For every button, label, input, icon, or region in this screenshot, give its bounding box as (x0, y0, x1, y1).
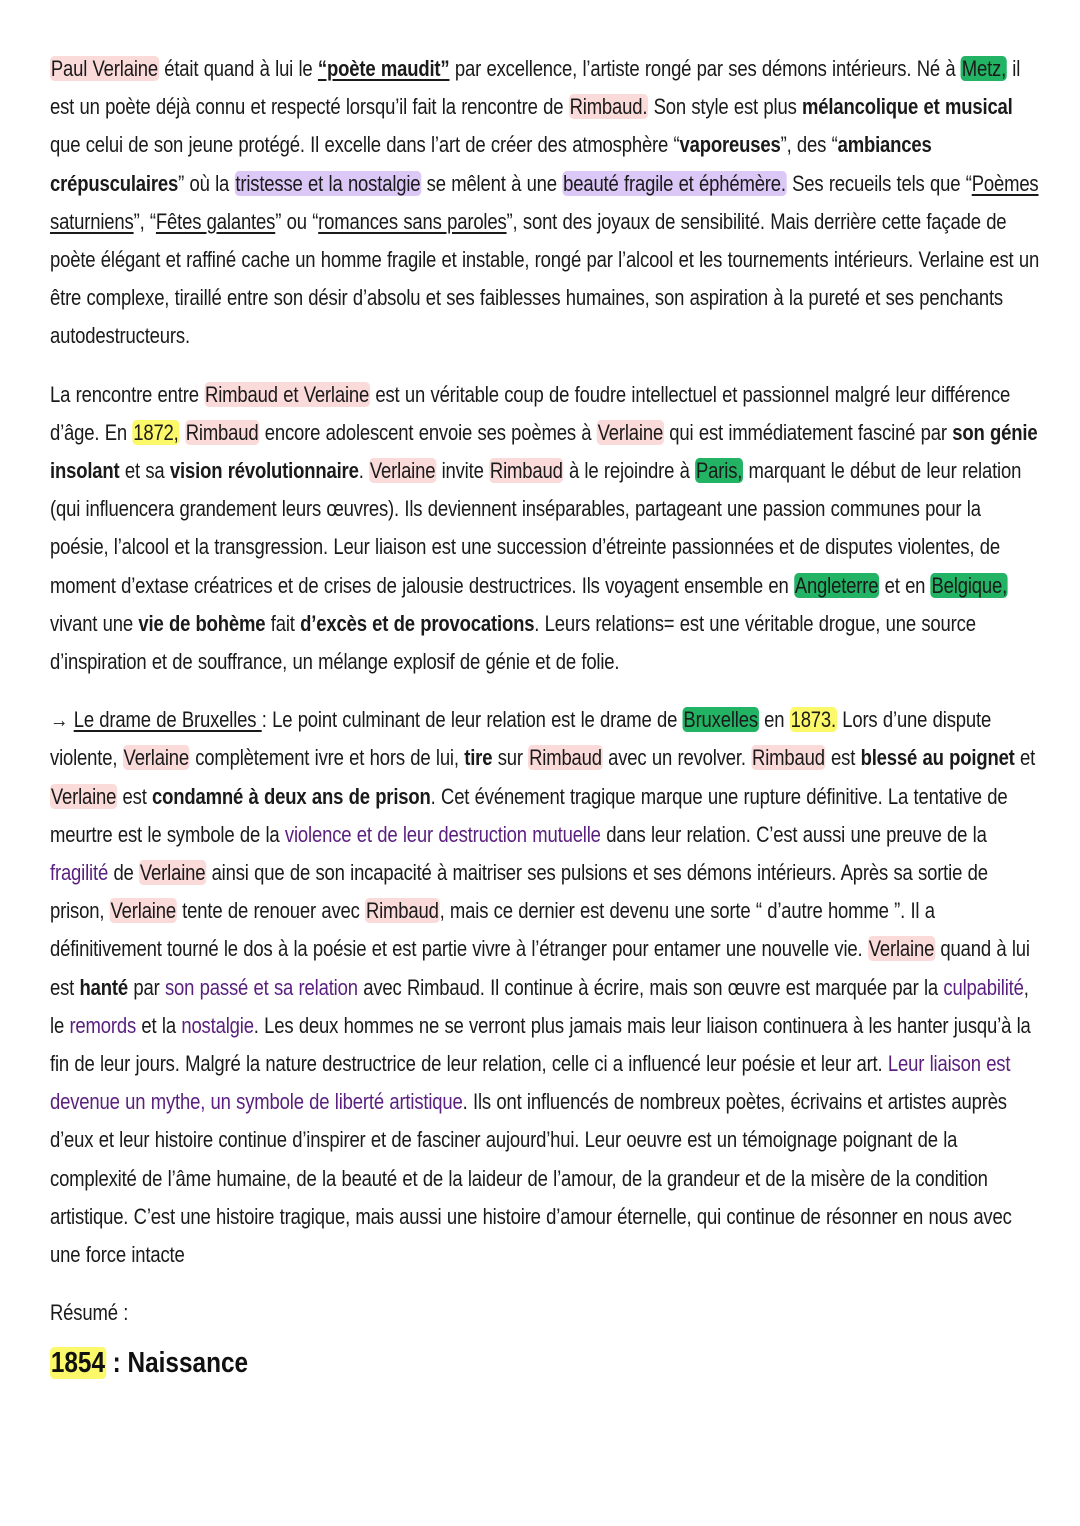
place-highlight: Metz, (961, 56, 1007, 81)
person-highlight: Verlaine (597, 419, 664, 445)
text-run: . (358, 458, 370, 484)
bold-text: son génie insolant (50, 419, 1038, 484)
date-highlight: 1873. (790, 707, 837, 733)
summary-separator: : (105, 1346, 128, 1379)
text-run: vivant une (50, 610, 139, 636)
person-highlight: Rimbaud (185, 419, 259, 445)
person-highlight: Verlaine (110, 898, 176, 924)
date-highlight: 1872, (133, 419, 179, 445)
text-run: de (108, 860, 140, 886)
text-run (179, 420, 184, 445)
person-highlight: Verlaine (50, 783, 117, 809)
place-highlight: Belgique, (931, 572, 1008, 598)
text-run: ainsi que de son incapacité à maitriser ses pulsions et ses démons intérieurs. Après sa sortie de prison, (50, 860, 988, 924)
bold-text: d’excès et de provocations (300, 610, 535, 636)
paragraph-drame-bruxelles (50, 701, 1040, 1274)
purple-text: remords (69, 1012, 137, 1038)
purple-text: nostalgie (181, 1012, 254, 1038)
bold-text: blessé au poignet (860, 745, 1015, 771)
text-run: sur (492, 745, 529, 771)
text-run: invite (436, 458, 490, 484)
bold-text: vie de bohème (138, 610, 266, 636)
text-run: . Cet événement tragique marque une rupture définitive. La tentative de meurtre est le symbole de la (50, 783, 1008, 847)
person-highlight: Rimbaud (529, 745, 602, 771)
purple-text: fragilité (50, 860, 109, 886)
text-run: qui est immédiatement fasciné par (663, 419, 953, 445)
text-run: par (128, 974, 165, 1000)
purple-text: violence et de leur destruction mutuelle (284, 821, 601, 847)
text-run: : Le point culminant de leur relation est le drame de (261, 707, 683, 733)
bold-text: condamné à deux ans de prison (152, 783, 431, 809)
text-run: que celui de son jeune protégé. Il excelle dans l’art de créer des atmosphère “ (50, 132, 680, 158)
person-highlight: Paul Verlaine (50, 56, 158, 81)
text-run: → (50, 707, 74, 733)
person-highlight: Verlaine (139, 860, 206, 886)
bold-text: mélancolique et musical (802, 94, 1013, 120)
person-highlight: Rimbaud (752, 745, 825, 771)
text-run: La rencontre entre (50, 381, 205, 407)
text-run: se mêlent à une (421, 170, 563, 196)
text-run: est un véritable coup de foudre intellectuel et passionnel malgré leur différence d’âge. En (50, 381, 1011, 445)
person-highlight: Rimbaud (365, 898, 439, 924)
place-highlight: Bruxelles (683, 707, 758, 733)
person-highlight: Rimbaud. (569, 94, 648, 120)
text-run: marquant le début de leur relation (qui influencera grandement leurs œuvres). Ils deviennent inséparables, partageant une passion communes pour la poésie, l’alcool et la transgression. Leur liaison est une succession d’étreinte passionnées et de disputes violentes, de moment d’extase créatrices et de crises de jalousie destructrices. Ils voyagent ensemble en (50, 458, 1022, 598)
text-run: dans leur relation. C’est aussi une preuve de la (600, 821, 987, 847)
purple-text: son passé et sa relation (164, 974, 358, 1000)
purple-text: culpabilité (943, 974, 1024, 1000)
paragraph-verlaine-intro (50, 50, 1040, 356)
text-run: , le (50, 974, 1029, 1038)
text-run: Ses recueils tels que “ (786, 170, 972, 196)
summary-entry-1854 (50, 1347, 882, 1380)
bold-text: vaporeuses (679, 132, 781, 158)
text-run: complètement ivre et hors de lui, (189, 745, 465, 771)
text-run: . Leurs relations= est une véritable drogue, une source d’inspiration et de souffrance, un mélange explosif de génie et de folie. (50, 610, 976, 675)
text-run: ”, “ (133, 208, 156, 234)
person-highlight: Verlaine (123, 745, 189, 771)
summary-year: 1854 (50, 1346, 106, 1379)
text-run: avec Rimbaud. Il continue à écrire, mais son œuvre est marquée par la (357, 974, 944, 1000)
purple-text: Leur liaison est devenue un mythe, un symbole de liberté artistique (50, 1051, 1011, 1115)
text-run: et en (879, 572, 931, 598)
text-run: tente de renouer avec (176, 898, 366, 924)
underlined-text: Le drame de Bruxelles (73, 707, 262, 733)
text-run: avec un revolver. (602, 745, 752, 771)
text-run: ” où la (178, 170, 235, 196)
person-highlight: Verlaine (369, 458, 436, 484)
paragraph-rencontre (50, 376, 1040, 682)
text-run: est (117, 783, 153, 809)
text-run: et sa (119, 458, 170, 484)
person-highlight: Rimbaud (489, 458, 563, 484)
text-run: Lors d’une dispute violente, (50, 707, 992, 771)
theme-highlight: tristesse et la nostalgie (235, 170, 421, 196)
bold-text-underlined-text: “poète maudit” (317, 56, 450, 81)
bold-text: vision révolutionnaire (169, 458, 359, 484)
text-run: en (758, 707, 790, 733)
place-highlight: Angleterre (794, 572, 879, 598)
document-page (50, 50, 1040, 1380)
text-run: . Ils ont influencés de nombreux poètes, écrivains et artistes auprès d’eux et leur histoire continue d’inspirer et de fasciner aujourd’hui. Leur oeuvre est un témoignage poignant de la complexité de l’âme humaine, de la beauté et de la laideur de l’amour, de la grandeur et de la misère de la condition artistique. C’est une histoire tragique, mais aussi une histoire d’amour éternelle, qui continue de résonner en nous avec une force intacte (50, 1089, 1012, 1268)
underlined-text: romances sans paroles (318, 208, 507, 234)
text-run: ” ou “ (275, 208, 319, 234)
text-run: ”, des “ (780, 132, 838, 158)
text-run: , mais ce dernier est devenu une sorte “ d’autre homme ”. Il a définitivement tourné le dos à la poésie et est partie vivre à l’étranger pour entamer une nouvelle vie. (50, 898, 935, 962)
bold-text: tire (464, 745, 493, 771)
person-highlight: Verlaine (868, 936, 935, 962)
text-run: par excellence, l’artiste rongé par ses démons intérieurs. Né à (449, 56, 961, 81)
text-run: et (1014, 745, 1036, 771)
text-run: et la (136, 1012, 182, 1038)
text-run: encore adolescent envoie ses poèmes à (259, 419, 597, 445)
summary-label: Résumé : (50, 1300, 129, 1326)
theme-highlight: beauté fragile et éphémère. (563, 170, 786, 196)
summary-event: Naissance (127, 1346, 249, 1379)
text-run: est (825, 745, 861, 771)
bold-text: hanté (79, 974, 129, 1000)
person-highlight: Rimbaud et Verlaine (205, 381, 370, 407)
text-run: fait (265, 610, 301, 636)
text-run: ”, sont des joyaux de sensibilité. Mais derrière cette façade de poète élégant et raffiné cache un homme fragile et instable, rongé par l’alcool et les tournements intérieurs. Verlaine est un être complexe, tiraillé entre son désir d’absolu et ses faiblesses humaines, son aspiration à la pureté et ses penchants autodestructeurs. (50, 208, 1040, 349)
text-run: il est un poète déjà connu et respecté lorsqu’il fait la rencontre de (50, 56, 1021, 120)
bold-text: ambiances crépusculaires (50, 132, 932, 196)
text-run: Son style est plus (648, 94, 803, 120)
text-run: était quand à lui le (158, 56, 318, 81)
place-highlight: Paris, (695, 458, 743, 484)
underlined-text: Poèmes saturniens (50, 170, 1039, 234)
underlined-text: Fêtes galantes (155, 208, 276, 234)
text-run: à le rejoindre à (563, 458, 696, 484)
text-run: . Les deux hommes ne se verront plus jamais mais leur liaison continuera à les hanter jusqu’à la fin de leur jours. Malgré la nature destructrice de leur relation, celle ci a influencé leur poésie et leur art. (50, 1012, 1031, 1077)
text-run: quand à lui est (50, 936, 1030, 1000)
